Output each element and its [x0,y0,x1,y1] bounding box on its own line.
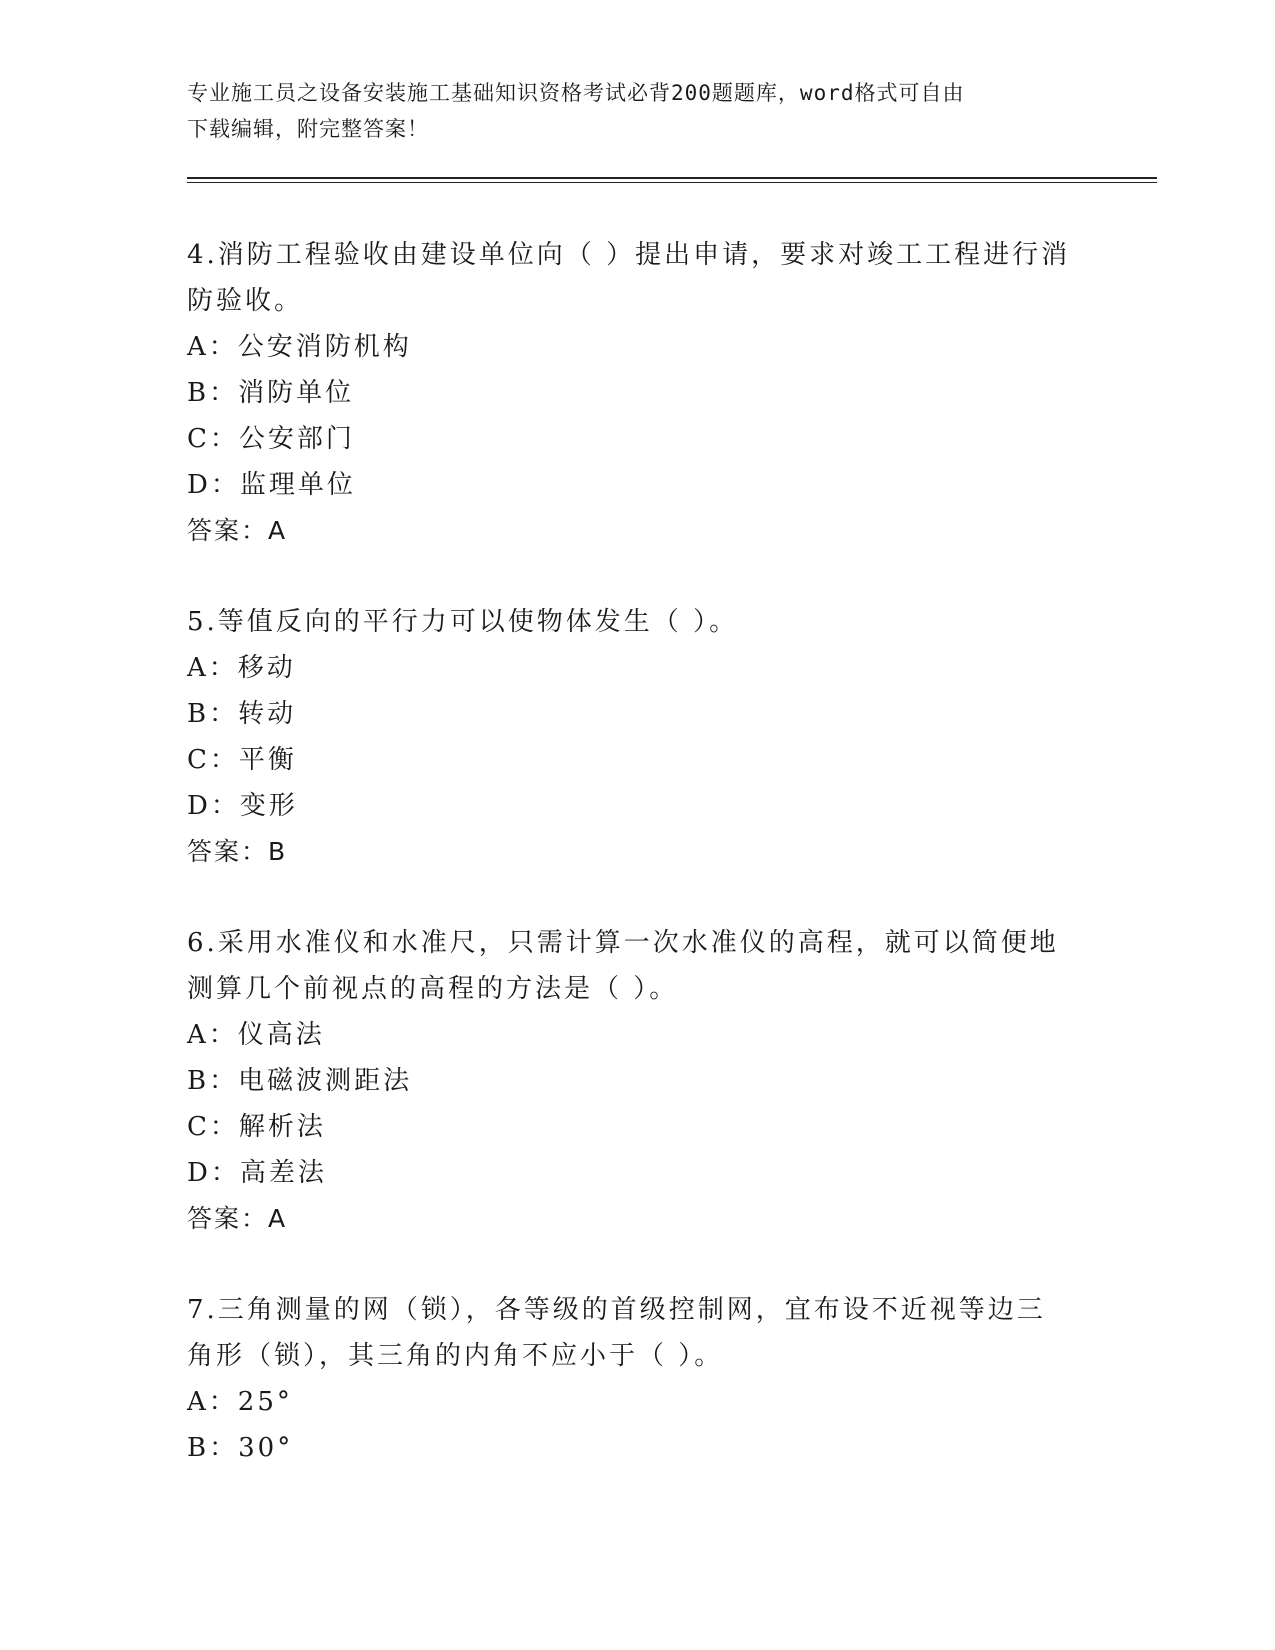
header-title-line-2: 下载编辑，附完整答案！ [187,117,429,141]
question-stem-line-1: 4.消防工程验收由建设单位向（ ）提出申请，要求对竣工工程进行消 [187,240,1071,270]
option-a: A：移动 [187,653,296,683]
question-4 [187,232,1087,554]
option-b: B：转动 [187,699,297,729]
option-a: A：25° [187,1387,293,1417]
option-d: D：变形 [187,791,298,821]
question-stem-line-2: 测算几个前视点的高程的方法是（ ）。 [187,974,679,1004]
option-c: C：平衡 [187,745,297,775]
header-divider-thick [187,177,1157,179]
question-stem-line-1: 5.等值反向的平行力可以使物体发生（ ）。 [187,607,739,637]
question-stem-line-1: 6.采用水准仪和水准尺，只需计算一次水准仪的高程，就可以简便地 [187,928,1059,958]
option-b: B：消防单位 [187,378,355,408]
question-list [187,232,1087,1516]
question-6 [187,920,1087,1242]
answer-label: 答案：A [187,1204,288,1233]
option-d: D：监理单位 [187,470,356,500]
question-stem-line-2: 防验收。 [187,286,304,316]
answer-label: 答案：A [187,516,288,545]
option-a: A：公安消防机构 [187,332,412,362]
header-title-line-1: 专业施工员之设备安装施工基础知识资格考试必背200题题库，word格式可自由 [187,81,965,105]
option-c: C：公安部门 [187,424,355,454]
answer-label: 答案：B [187,837,288,866]
option-c: C：解析法 [187,1112,326,1142]
question-stem-line-2: 角形（锁），其三角的内角不应小于（ ）。 [187,1341,724,1371]
header-divider-thin [187,182,1157,183]
document-header [187,75,1087,147]
option-d: D：高差法 [187,1158,327,1188]
option-b: B：电磁波测距法 [187,1066,413,1096]
question-7 [187,1287,1087,1471]
question-5 [187,599,1087,875]
option-a: A：仪高法 [187,1020,325,1050]
option-b: B：30° [187,1433,294,1463]
question-stem-line-1: 7.三角测量的网（锁），各等级的首级控制网，宜布设不近视等边三 [187,1295,1046,1325]
